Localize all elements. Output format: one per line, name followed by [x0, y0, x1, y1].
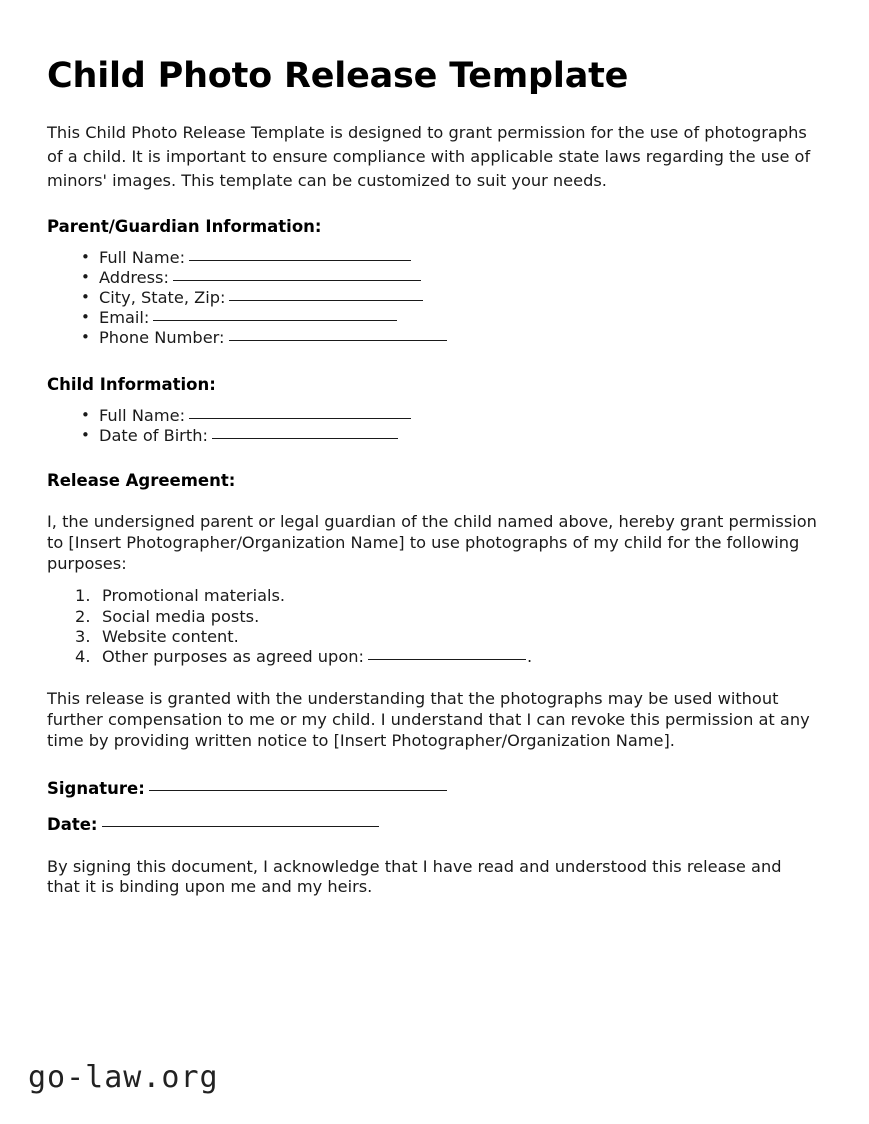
parent-guardian-field-list	[47, 236, 819, 349]
purpose-item-text: Promotional materials.	[102, 586, 286, 606]
signature-line	[47, 752, 819, 798]
release-granted-paragraph: This release is granted with the understanding that the photographs may be used without further compensation to me or my child. I understand that I can revoke this permission at any time by providing written notice to [Insert Photographer/Organization Name].	[47, 689, 810, 750]
purpose-item-text: Social media posts.	[102, 606, 260, 626]
parent-field-label: Email:	[99, 308, 150, 328]
purpose-item	[73, 586, 819, 606]
parent-field-blank[interactable]	[153, 309, 397, 321]
list-item	[73, 426, 819, 446]
parent-field-label: City, State, Zip:	[99, 287, 226, 307]
list-item	[73, 268, 819, 288]
list-item	[73, 308, 819, 328]
date-line	[47, 798, 819, 834]
purposes-list	[47, 574, 819, 667]
date-label: Date:	[47, 814, 98, 834]
purpose-item-blank[interactable]	[368, 648, 526, 660]
list-item	[73, 248, 819, 268]
purpose-item-suffix: .	[526, 646, 533, 666]
parent-field-blank[interactable]	[173, 269, 421, 281]
parent-field-blank[interactable]	[189, 249, 411, 261]
page-title: Child Photo Release Template	[47, 56, 629, 96]
date-blank[interactable]	[102, 815, 379, 827]
purpose-item	[73, 607, 819, 627]
parent-field-blank[interactable]	[229, 289, 423, 301]
child-information-field-list	[47, 394, 819, 446]
parent-field-blank[interactable]	[229, 329, 447, 341]
child-field-blank[interactable]	[189, 407, 411, 419]
document-body	[47, 0, 819, 898]
list-item	[73, 328, 819, 348]
release-paragraph: I, the undersigned parent or legal guardian of the child named above, hereby grant permission to [Insert Photographer/Organization Name] to use photographs of my child for the following purposes:	[47, 511, 817, 573]
child-information-heading: Child Information:	[47, 374, 216, 394]
child-field-blank[interactable]	[212, 427, 398, 439]
list-item	[73, 406, 819, 426]
purpose-item-text: Website content.	[102, 626, 239, 646]
purpose-item-text: Other purposes as agreed upon:	[102, 646, 364, 666]
site-watermark: go-law.org	[28, 1060, 219, 1095]
list-item	[73, 288, 819, 308]
purpose-item	[73, 647, 819, 667]
parent-field-label: Address:	[99, 267, 169, 287]
parent-field-label: Full Name:	[99, 247, 186, 267]
parent-guardian-heading: Parent/Guardian Information:	[47, 216, 322, 236]
signature-label: Signature:	[47, 778, 145, 798]
child-field-label: Date of Birth:	[99, 425, 208, 445]
child-field-label: Full Name:	[99, 405, 186, 425]
parent-field-label: Phone Number:	[99, 328, 225, 348]
signature-blank[interactable]	[149, 779, 447, 791]
closing-paragraph: By signing this document, I acknowledge that I have read and understood this release and that it is binding upon me and my heirs.	[47, 856, 782, 897]
purpose-item	[73, 627, 819, 647]
intro-paragraph: This Child Photo Release Template is designed to grant permission for the use of photographs of a child. It is important to ensure compliance with applicable state laws regarding the use of minors' images. This template can be customized to suit your needs.	[47, 122, 811, 190]
release-agreement-heading: Release Agreement:	[47, 470, 236, 490]
